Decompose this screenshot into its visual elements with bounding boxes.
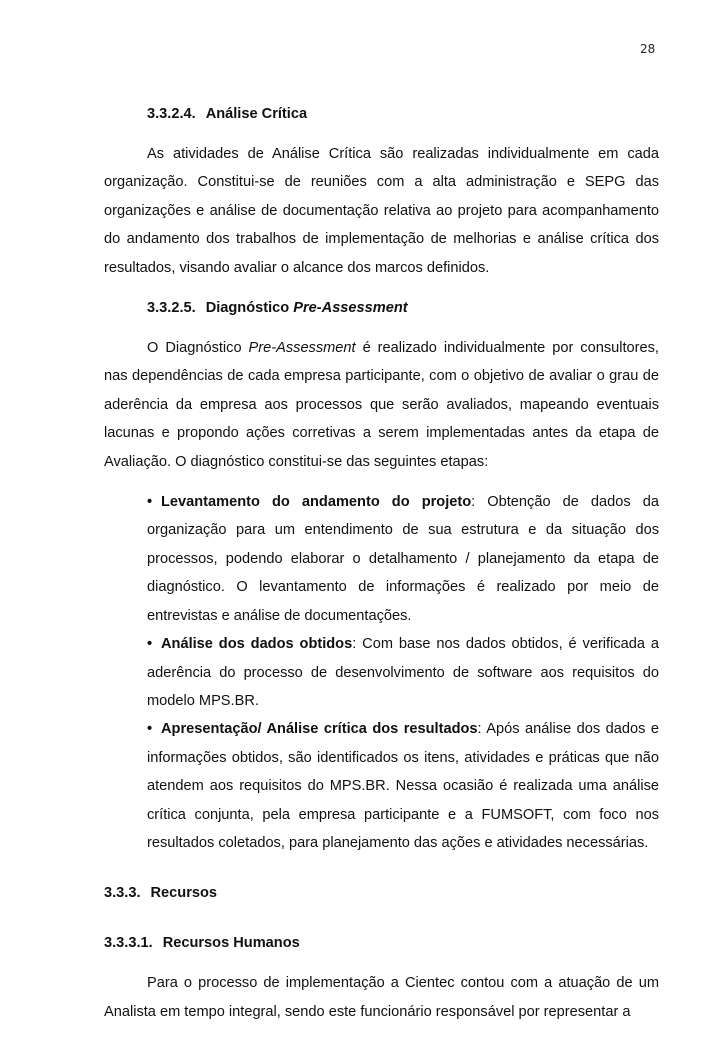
section-number: 3.3.2.4. xyxy=(147,106,196,122)
section-number: 3.3.2.5. xyxy=(147,300,196,317)
paragraph-recursos-humanos: Para o processo de implementação a Cientec contou com a atuação de um Analista em tempo integral, sendo este funcionário responsável por representar a xyxy=(104,975,659,1020)
document-body xyxy=(104,100,659,1038)
paragraph-text: O Diagnóstico xyxy=(147,340,242,357)
section-number: 3.3.3. xyxy=(104,885,141,902)
list-item xyxy=(147,488,659,630)
bullet: • xyxy=(147,494,153,511)
section-heading-3-3-3-1 xyxy=(104,929,659,957)
list-item-title: Levantamento do andamento do projeto xyxy=(161,494,472,511)
page-number: 28 xyxy=(640,42,656,56)
paragraph-diagnostico xyxy=(104,334,659,476)
section-title: Análise Crítica xyxy=(205,106,308,122)
list-item-title: Apresentação/ Análise crítica dos resultados xyxy=(161,721,478,738)
diagnostic-steps-list xyxy=(104,488,659,857)
list-item-title: Análise dos dados obtidos xyxy=(161,636,353,653)
list-item xyxy=(147,630,659,715)
section-heading-3-3-2-4 xyxy=(104,100,659,128)
section-number: 3.3.3.1. xyxy=(104,935,153,952)
bullet: • xyxy=(147,721,153,738)
section-title: Recursos Humanos xyxy=(162,935,300,952)
paragraph-text: é realizado individualmente por consultores, nas dependências de cada empresa participante, com o objetivo de avaliar o grau de aderência da empresa aos processos que serão avaliados, mapeando eventuais lacunas e propondo ações corretivas a serem implementadas antes da etapa de Avaliação. O diagnóstico constitui-se das seguintes etapas: xyxy=(104,340,659,470)
list-item-text: : Obtenção de dados da organização para um entendimento de sua estrutura e da situação dos processos, podendo elaborar o detalhamento / planejamento da etapa de diagnóstico. O levantamento de informações é realizado por meio de entrevistas e análise de documentações. xyxy=(147,494,659,624)
section-title-italic: Pre-Assessment xyxy=(293,300,408,317)
list-item xyxy=(147,715,659,857)
list-item-text: : Com base nos dados obtidos, é verificada a aderência do processo de desenvolvimento de software aos requisitos do modelo MPS.BR. xyxy=(147,636,660,709)
section-heading-3-3-2-5 xyxy=(104,294,659,322)
section-title: Recursos xyxy=(150,885,218,902)
section-heading-3-3-3 xyxy=(104,879,659,907)
paragraph-analise-critica: As atividades de Análise Crítica são realizadas individualmente em cada organização. Constitui-se de reuniões com a alta administração e SEPG das organizações e análise de documentação relativa ao projeto para acompanhamento do andamento dos trabalhos de implementação de melhorias e análise crítica dos resultados, visando avaliar o alcance dos marcos definidos. xyxy=(104,146,659,276)
paragraph-italic-term: Pre-Assessment xyxy=(248,340,356,357)
list-item-text: : Após análise dos dados e informações obtidos, são identificados os itens, atividades e práticas que não atendem aos requisitos do MPS.BR. Nessa ocasião é realizada uma análise crítica conjunta, pela empresa participante e a FUMSOFT, com foco nos resultados coletados, para planejamento das ações e atividades necessárias. xyxy=(147,721,659,851)
section-title: Diagnóstico xyxy=(205,300,290,317)
bullet: • xyxy=(147,636,153,653)
